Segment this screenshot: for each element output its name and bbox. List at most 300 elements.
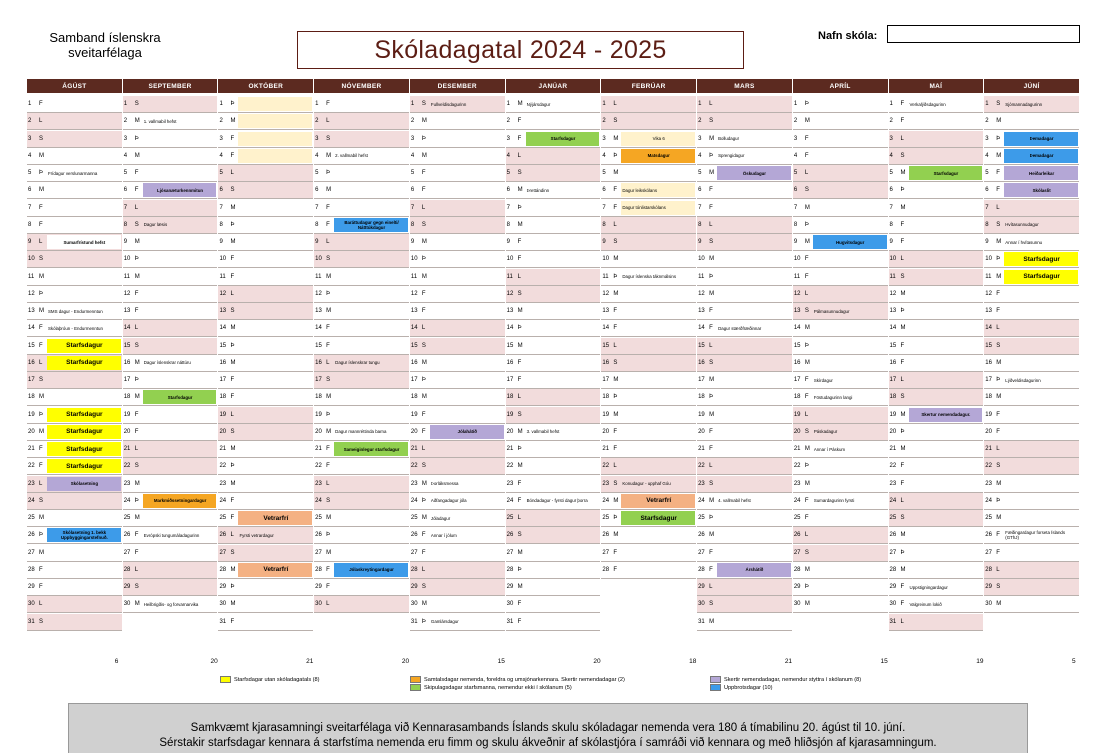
day-cell[interactable] (697, 200, 792, 217)
day-cell[interactable] (123, 251, 218, 268)
day-cell[interactable] (601, 269, 696, 286)
day-cell[interactable] (889, 338, 984, 355)
day-cell[interactable] (218, 372, 313, 389)
day-cell[interactable] (889, 182, 984, 199)
day-cell[interactable] (889, 269, 984, 286)
day-cell[interactable] (123, 545, 218, 562)
day-cell[interactable] (506, 269, 601, 286)
day-cell[interactable] (314, 165, 409, 182)
day-cell[interactable] (27, 424, 122, 441)
day-cell[interactable] (123, 476, 218, 493)
day-cell[interactable] (218, 579, 313, 596)
day-cell[interactable] (889, 251, 984, 268)
day-cell[interactable] (793, 251, 888, 268)
day-cell[interactable] (793, 493, 888, 510)
day-cell[interactable] (601, 510, 696, 527)
day-cell[interactable] (27, 320, 122, 337)
day-cell[interactable] (601, 527, 696, 544)
day-cell[interactable] (123, 510, 218, 527)
day-cell[interactable] (697, 389, 792, 406)
day-cell[interactable] (410, 131, 505, 148)
school-name-input[interactable] (887, 25, 1080, 43)
day-cell[interactable] (314, 200, 409, 217)
day-cell[interactable] (218, 389, 313, 406)
day-cell[interactable] (506, 251, 601, 268)
day-cell[interactable] (506, 165, 601, 182)
day-cell[interactable] (27, 113, 122, 130)
day-cell[interactable] (410, 372, 505, 389)
day-cell[interactable] (123, 131, 218, 148)
day-cell[interactable] (27, 372, 122, 389)
day-cell[interactable] (506, 355, 601, 372)
day-cell[interactable] (506, 113, 601, 130)
day-cell[interactable] (793, 200, 888, 217)
day-cell[interactable] (793, 338, 888, 355)
day-cell[interactable] (410, 476, 505, 493)
day-cell[interactable] (889, 303, 984, 320)
day-cell[interactable] (601, 182, 696, 199)
day-cell[interactable] (984, 200, 1079, 217)
day-cell[interactable] (27, 338, 122, 355)
day-cell[interactable] (314, 113, 409, 130)
day-cell[interactable] (601, 355, 696, 372)
day-cell[interactable] (889, 320, 984, 337)
day-cell[interactable] (218, 269, 313, 286)
day-cell[interactable] (984, 269, 1079, 286)
day-cell[interactable] (889, 424, 984, 441)
day-cell[interactable] (793, 355, 888, 372)
day-cell[interactable] (123, 182, 218, 199)
day-cell[interactable] (314, 96, 409, 113)
day-cell[interactable] (793, 148, 888, 165)
day-cell[interactable] (697, 217, 792, 234)
day-cell[interactable] (697, 596, 792, 613)
day-cell[interactable] (697, 614, 792, 631)
day-cell[interactable] (697, 269, 792, 286)
day-cell[interactable] (793, 545, 888, 562)
day-cell[interactable] (314, 234, 409, 251)
day-cell[interactable] (410, 165, 505, 182)
day-cell[interactable] (218, 441, 313, 458)
day-cell[interactable] (123, 441, 218, 458)
day-cell[interactable] (410, 251, 505, 268)
day-cell[interactable] (506, 389, 601, 406)
day-cell[interactable] (27, 251, 122, 268)
day-cell[interactable] (889, 148, 984, 165)
day-cell[interactable] (697, 148, 792, 165)
day-cell[interactable] (314, 269, 409, 286)
day-cell[interactable] (27, 286, 122, 303)
day-cell[interactable] (410, 545, 505, 562)
day-cell[interactable] (793, 320, 888, 337)
day-cell[interactable] (601, 131, 696, 148)
day-cell[interactable] (218, 113, 313, 130)
day-cell[interactable] (889, 407, 984, 424)
day-cell[interactable] (27, 510, 122, 527)
day-cell[interactable] (410, 96, 505, 113)
day-cell[interactable] (314, 476, 409, 493)
day-cell[interactable] (123, 493, 218, 510)
day-cell[interactable] (410, 303, 505, 320)
day-cell[interactable] (123, 527, 218, 544)
day-cell[interactable] (27, 182, 122, 199)
day-cell[interactable] (123, 407, 218, 424)
day-cell[interactable] (410, 527, 505, 544)
day-cell[interactable] (793, 562, 888, 579)
day-cell[interactable] (984, 165, 1079, 182)
day-cell[interactable] (984, 476, 1079, 493)
day-cell[interactable] (123, 286, 218, 303)
day-cell[interactable] (123, 165, 218, 182)
day-cell[interactable] (984, 441, 1079, 458)
day-cell[interactable] (793, 131, 888, 148)
day-cell[interactable] (697, 424, 792, 441)
day-cell[interactable] (793, 217, 888, 234)
day-cell[interactable] (697, 286, 792, 303)
day-cell[interactable] (889, 234, 984, 251)
day-cell[interactable] (506, 579, 601, 596)
day-cell[interactable] (793, 165, 888, 182)
day-cell[interactable] (984, 234, 1079, 251)
day-cell[interactable] (123, 303, 218, 320)
day-cell[interactable] (27, 545, 122, 562)
day-cell[interactable] (889, 355, 984, 372)
day-cell[interactable] (984, 424, 1079, 441)
day-cell[interactable] (314, 131, 409, 148)
day-cell[interactable] (314, 407, 409, 424)
day-cell[interactable] (410, 458, 505, 475)
day-cell[interactable] (123, 148, 218, 165)
day-cell[interactable] (506, 182, 601, 199)
day-cell[interactable] (793, 234, 888, 251)
day-cell[interactable] (27, 96, 122, 113)
day-cell[interactable] (218, 182, 313, 199)
day-cell[interactable] (984, 303, 1079, 320)
day-cell[interactable] (506, 234, 601, 251)
day-cell[interactable] (889, 96, 984, 113)
day-cell[interactable] (314, 320, 409, 337)
day-cell[interactable] (218, 320, 313, 337)
day-cell[interactable] (314, 148, 409, 165)
day-cell[interactable] (793, 96, 888, 113)
day-cell[interactable] (984, 148, 1079, 165)
day-cell[interactable] (410, 338, 505, 355)
day-cell[interactable] (314, 493, 409, 510)
day-cell[interactable] (793, 269, 888, 286)
day-cell[interactable] (697, 579, 792, 596)
day-cell[interactable] (984, 286, 1079, 303)
day-cell[interactable] (601, 217, 696, 234)
day-cell[interactable] (889, 545, 984, 562)
day-cell[interactable] (889, 286, 984, 303)
day-cell[interactable] (984, 131, 1079, 148)
day-cell[interactable] (410, 148, 505, 165)
day-cell[interactable] (506, 614, 601, 631)
day-cell[interactable] (314, 424, 409, 441)
day-cell[interactable] (123, 217, 218, 234)
day-cell[interactable] (123, 355, 218, 372)
day-cell[interactable] (601, 407, 696, 424)
day-cell[interactable] (218, 234, 313, 251)
day-cell[interactable] (506, 441, 601, 458)
day-cell[interactable] (410, 510, 505, 527)
day-cell[interactable] (601, 493, 696, 510)
day-cell[interactable] (314, 458, 409, 475)
day-cell[interactable] (793, 182, 888, 199)
day-cell[interactable] (793, 527, 888, 544)
day-cell[interactable] (123, 562, 218, 579)
day-cell[interactable] (601, 286, 696, 303)
day-cell[interactable] (410, 234, 505, 251)
day-cell[interactable] (218, 527, 313, 544)
day-cell[interactable] (218, 355, 313, 372)
day-cell[interactable] (506, 286, 601, 303)
day-cell[interactable] (601, 562, 696, 579)
day-cell[interactable] (218, 493, 313, 510)
day-cell[interactable] (314, 182, 409, 199)
day-cell[interactable] (793, 596, 888, 613)
day-cell[interactable] (793, 476, 888, 493)
day-cell[interactable] (218, 545, 313, 562)
day-cell[interactable] (314, 217, 409, 234)
day-cell[interactable] (27, 407, 122, 424)
day-cell[interactable] (697, 338, 792, 355)
day-cell[interactable] (218, 476, 313, 493)
day-cell[interactable] (793, 372, 888, 389)
day-cell[interactable] (984, 407, 1079, 424)
day-cell[interactable] (889, 389, 984, 406)
day-cell[interactable] (410, 200, 505, 217)
day-cell[interactable] (984, 596, 1079, 613)
day-cell[interactable] (793, 510, 888, 527)
day-cell[interactable] (697, 510, 792, 527)
day-cell[interactable] (793, 389, 888, 406)
day-cell[interactable] (984, 579, 1079, 596)
day-cell[interactable] (601, 200, 696, 217)
day-cell[interactable] (218, 131, 313, 148)
day-cell[interactable] (314, 441, 409, 458)
day-cell[interactable] (889, 493, 984, 510)
day-cell[interactable] (314, 303, 409, 320)
day-cell[interactable] (123, 424, 218, 441)
day-cell[interactable] (506, 476, 601, 493)
day-cell[interactable] (314, 286, 409, 303)
day-cell[interactable] (506, 148, 601, 165)
day-cell[interactable] (889, 458, 984, 475)
day-cell[interactable] (27, 200, 122, 217)
day-cell[interactable] (793, 113, 888, 130)
day-cell[interactable] (697, 527, 792, 544)
day-cell[interactable] (123, 458, 218, 475)
day-cell[interactable] (601, 389, 696, 406)
day-cell[interactable] (410, 407, 505, 424)
day-cell[interactable] (123, 234, 218, 251)
day-cell[interactable] (984, 96, 1079, 113)
day-cell[interactable] (697, 545, 792, 562)
day-cell[interactable] (601, 320, 696, 337)
day-cell[interactable] (889, 476, 984, 493)
day-cell[interactable] (506, 424, 601, 441)
day-cell[interactable] (697, 234, 792, 251)
day-cell[interactable] (218, 96, 313, 113)
day-cell[interactable] (697, 320, 792, 337)
day-cell[interactable] (984, 113, 1079, 130)
day-cell[interactable] (410, 579, 505, 596)
day-cell[interactable] (984, 389, 1079, 406)
day-cell[interactable] (889, 510, 984, 527)
day-cell[interactable] (410, 269, 505, 286)
day-cell[interactable] (889, 200, 984, 217)
day-cell[interactable] (410, 320, 505, 337)
day-cell[interactable] (123, 389, 218, 406)
day-cell[interactable] (506, 303, 601, 320)
day-cell[interactable] (123, 200, 218, 217)
day-cell[interactable] (218, 303, 313, 320)
day-cell[interactable] (123, 96, 218, 113)
day-cell[interactable] (410, 493, 505, 510)
day-cell[interactable] (601, 338, 696, 355)
day-cell[interactable] (984, 320, 1079, 337)
day-cell[interactable] (314, 562, 409, 579)
day-cell[interactable] (506, 217, 601, 234)
day-cell[interactable] (27, 614, 122, 631)
day-cell[interactable] (793, 286, 888, 303)
day-cell[interactable] (889, 441, 984, 458)
day-cell[interactable] (793, 303, 888, 320)
day-cell[interactable] (506, 545, 601, 562)
day-cell[interactable] (697, 441, 792, 458)
day-cell[interactable] (27, 579, 122, 596)
day-cell[interactable] (218, 458, 313, 475)
day-cell[interactable] (314, 389, 409, 406)
day-cell[interactable] (793, 424, 888, 441)
day-cell[interactable] (697, 562, 792, 579)
day-cell[interactable] (601, 424, 696, 441)
day-cell[interactable] (506, 200, 601, 217)
day-cell[interactable] (123, 372, 218, 389)
day-cell[interactable] (697, 182, 792, 199)
day-cell[interactable] (697, 113, 792, 130)
day-cell[interactable] (410, 113, 505, 130)
day-cell[interactable] (410, 355, 505, 372)
day-cell[interactable] (889, 562, 984, 579)
day-cell[interactable] (889, 217, 984, 234)
day-cell[interactable] (506, 458, 601, 475)
day-cell[interactable] (123, 596, 218, 613)
day-cell[interactable] (889, 113, 984, 130)
day-cell[interactable] (506, 527, 601, 544)
day-cell[interactable] (697, 131, 792, 148)
day-cell[interactable] (601, 441, 696, 458)
day-cell[interactable] (314, 596, 409, 613)
day-cell[interactable] (123, 579, 218, 596)
day-cell[interactable] (697, 355, 792, 372)
day-cell[interactable] (601, 96, 696, 113)
day-cell[interactable] (889, 165, 984, 182)
day-cell[interactable] (697, 407, 792, 424)
day-cell[interactable] (506, 338, 601, 355)
day-cell[interactable] (697, 251, 792, 268)
day-cell[interactable] (506, 407, 601, 424)
day-cell[interactable] (314, 510, 409, 527)
day-cell[interactable] (793, 407, 888, 424)
day-cell[interactable] (410, 614, 505, 631)
day-cell[interactable] (314, 355, 409, 372)
day-cell[interactable] (697, 493, 792, 510)
day-cell[interactable] (984, 458, 1079, 475)
day-cell[interactable] (793, 441, 888, 458)
day-cell[interactable] (410, 441, 505, 458)
day-cell[interactable] (889, 527, 984, 544)
day-cell[interactable] (218, 200, 313, 217)
day-cell[interactable] (984, 493, 1079, 510)
day-cell[interactable] (984, 217, 1079, 234)
day-cell[interactable] (410, 562, 505, 579)
day-cell[interactable] (410, 389, 505, 406)
day-cell[interactable] (601, 148, 696, 165)
day-cell[interactable] (793, 458, 888, 475)
day-cell[interactable] (27, 131, 122, 148)
day-cell[interactable] (601, 251, 696, 268)
day-cell[interactable] (506, 596, 601, 613)
day-cell[interactable] (27, 234, 122, 251)
day-cell[interactable] (410, 596, 505, 613)
day-cell[interactable] (889, 579, 984, 596)
day-cell[interactable] (601, 476, 696, 493)
day-cell[interactable] (984, 527, 1079, 544)
day-cell[interactable] (27, 493, 122, 510)
day-cell[interactable] (123, 338, 218, 355)
day-cell[interactable] (27, 355, 122, 372)
day-cell[interactable] (601, 303, 696, 320)
day-cell[interactable] (506, 96, 601, 113)
day-cell[interactable] (218, 217, 313, 234)
day-cell[interactable] (506, 562, 601, 579)
day-cell[interactable] (27, 148, 122, 165)
day-cell[interactable] (889, 131, 984, 148)
day-cell[interactable] (314, 545, 409, 562)
day-cell[interactable] (218, 596, 313, 613)
day-cell[interactable] (506, 131, 601, 148)
day-cell[interactable] (410, 182, 505, 199)
day-cell[interactable] (601, 234, 696, 251)
day-cell[interactable] (601, 372, 696, 389)
day-cell[interactable] (889, 614, 984, 631)
day-cell[interactable] (506, 320, 601, 337)
day-cell[interactable] (984, 355, 1079, 372)
day-cell[interactable] (984, 182, 1079, 199)
day-cell[interactable] (793, 579, 888, 596)
day-cell[interactable] (218, 614, 313, 631)
day-cell[interactable] (984, 545, 1079, 562)
day-cell[interactable] (601, 545, 696, 562)
day-cell[interactable] (697, 165, 792, 182)
day-cell[interactable] (218, 251, 313, 268)
day-cell[interactable] (697, 476, 792, 493)
day-cell[interactable] (218, 286, 313, 303)
day-cell[interactable] (314, 251, 409, 268)
day-cell[interactable] (123, 269, 218, 286)
day-cell[interactable] (27, 389, 122, 406)
day-cell[interactable] (410, 424, 505, 441)
day-cell[interactable] (984, 562, 1079, 579)
day-cell[interactable] (27, 476, 122, 493)
day-cell[interactable] (27, 562, 122, 579)
day-cell[interactable] (984, 251, 1079, 268)
day-cell[interactable] (889, 596, 984, 613)
day-cell[interactable] (314, 372, 409, 389)
day-cell[interactable] (27, 527, 122, 544)
